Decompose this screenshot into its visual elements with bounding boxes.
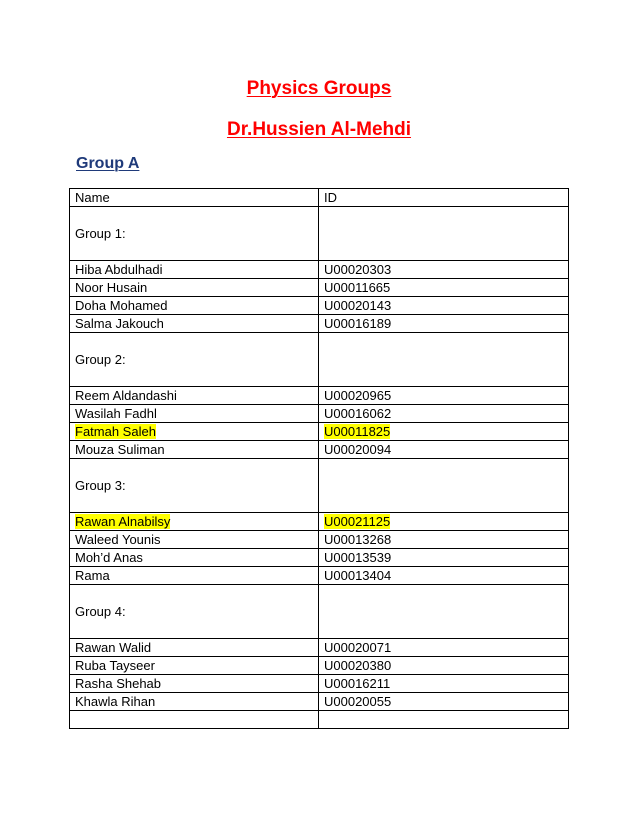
document-title: Physics Groups (246, 78, 392, 99)
group-row (70, 459, 569, 513)
student-name: Rasha Shehab (75, 676, 162, 691)
student-id-cell (319, 387, 569, 405)
group-label: Group 4: (75, 604, 126, 619)
student-id: U00013539 (324, 550, 392, 565)
student-name-cell (70, 387, 319, 405)
student-name: Noor Husain (75, 280, 148, 295)
table-row (70, 657, 569, 675)
roster-table-body (70, 189, 569, 729)
table-row (70, 513, 569, 531)
student-id: U00020055 (324, 694, 392, 709)
student-id-cell (319, 405, 569, 423)
student-id-cell (319, 315, 569, 333)
column-header-name-label: Name (75, 190, 110, 205)
student-name: Fatmah Saleh (75, 424, 156, 439)
student-name-cell (70, 297, 319, 315)
student-name-cell (70, 261, 319, 279)
table-header-row (70, 189, 569, 207)
group-heading: Group A (76, 155, 140, 172)
table-row (70, 639, 569, 657)
student-id-cell (319, 297, 569, 315)
student-id: U00020965 (324, 388, 392, 403)
group-row (70, 585, 569, 639)
column-header-id (319, 189, 569, 207)
student-id-cell (319, 567, 569, 585)
group-row (70, 333, 569, 387)
student-id: U00016211 (324, 676, 391, 691)
student-name: Khawla Rihan (75, 694, 156, 709)
student-name-cell (70, 693, 319, 711)
student-id: U00020094 (324, 442, 392, 457)
student-name: Rawan Walid (75, 640, 152, 655)
student-name: Doha Mohamed (75, 298, 168, 313)
table-row (70, 279, 569, 297)
student-id: U00013404 (324, 568, 392, 583)
student-id: U00021125 (324, 514, 391, 529)
student-id-cell (319, 693, 569, 711)
group-label: Group 2: (75, 352, 126, 367)
table-row (70, 405, 569, 423)
student-name: Ruba Tayseer (75, 658, 155, 673)
table-row (70, 531, 569, 549)
student-id-cell (319, 423, 569, 441)
group-row (70, 207, 569, 261)
group-label-cell (70, 459, 319, 513)
student-name: Rama (75, 568, 110, 583)
group-id-cell (319, 333, 569, 387)
student-name-cell (70, 639, 319, 657)
student-id: U00016062 (324, 406, 392, 421)
student-name-cell (70, 675, 319, 693)
student-name: Waleed Younis (75, 532, 161, 547)
table-row (70, 423, 569, 441)
student-name-cell (70, 657, 319, 675)
table-row (70, 261, 569, 279)
table-row (70, 315, 569, 333)
column-header-name (70, 189, 319, 207)
student-name: Mouza Suliman (75, 442, 165, 457)
group-label: Group 3: (75, 478, 126, 493)
student-id-cell (319, 657, 569, 675)
group-label-cell (70, 207, 319, 261)
table-row (70, 297, 569, 315)
group-label-cell (70, 585, 319, 639)
student-name-cell (70, 423, 319, 441)
student-id: U00016189 (324, 316, 392, 331)
table-row (70, 711, 569, 729)
student-id: U00020380 (324, 658, 392, 673)
student-id-cell (319, 261, 569, 279)
column-header-id-label: ID (324, 190, 337, 205)
student-name: Hiba Abdulhadi (75, 262, 163, 277)
student-id: U00020143 (324, 298, 392, 313)
student-id-cell (319, 279, 569, 297)
student-id-cell (319, 441, 569, 459)
student-name-cell (70, 531, 319, 549)
student-name-cell (70, 549, 319, 567)
student-id: U00011825 (324, 424, 391, 439)
student-id: U00020071 (324, 640, 392, 655)
group-id-cell (319, 585, 569, 639)
student-name: Salma Jakouch (75, 316, 164, 331)
group-label: Group 1: (75, 226, 126, 241)
student-id: U00011665 (324, 280, 391, 295)
table-row (70, 549, 569, 567)
student-name-cell (70, 513, 319, 531)
student-name-cell (70, 567, 319, 585)
group-id-cell (319, 207, 569, 261)
student-name-cell (70, 441, 319, 459)
student-name-cell (70, 279, 319, 297)
table-row (70, 675, 569, 693)
roster-table (69, 188, 569, 729)
table-row (70, 567, 569, 585)
student-name: Moh’d Anas (75, 550, 143, 565)
student-id-cell (319, 711, 569, 729)
student-id: U00013268 (324, 532, 392, 547)
document-subtitle: Dr.Hussien Al-Mehdi (226, 119, 412, 140)
table-row (70, 693, 569, 711)
student-id-cell (319, 675, 569, 693)
student-name: Wasilah Fadhl (75, 406, 157, 421)
student-id: U00020303 (324, 262, 392, 277)
student-name-cell (70, 315, 319, 333)
student-name: Rawan Alnabilsy (75, 514, 171, 529)
student-name-cell (70, 711, 319, 729)
table-row (70, 387, 569, 405)
student-id-cell (319, 549, 569, 567)
group-label-cell (70, 333, 319, 387)
table-row (70, 441, 569, 459)
student-name: Reem Aldandashi (75, 388, 177, 403)
student-id-cell (319, 639, 569, 657)
student-name-cell (70, 405, 319, 423)
student-id-cell (319, 531, 569, 549)
group-id-cell (319, 459, 569, 513)
student-id-cell (319, 513, 569, 531)
